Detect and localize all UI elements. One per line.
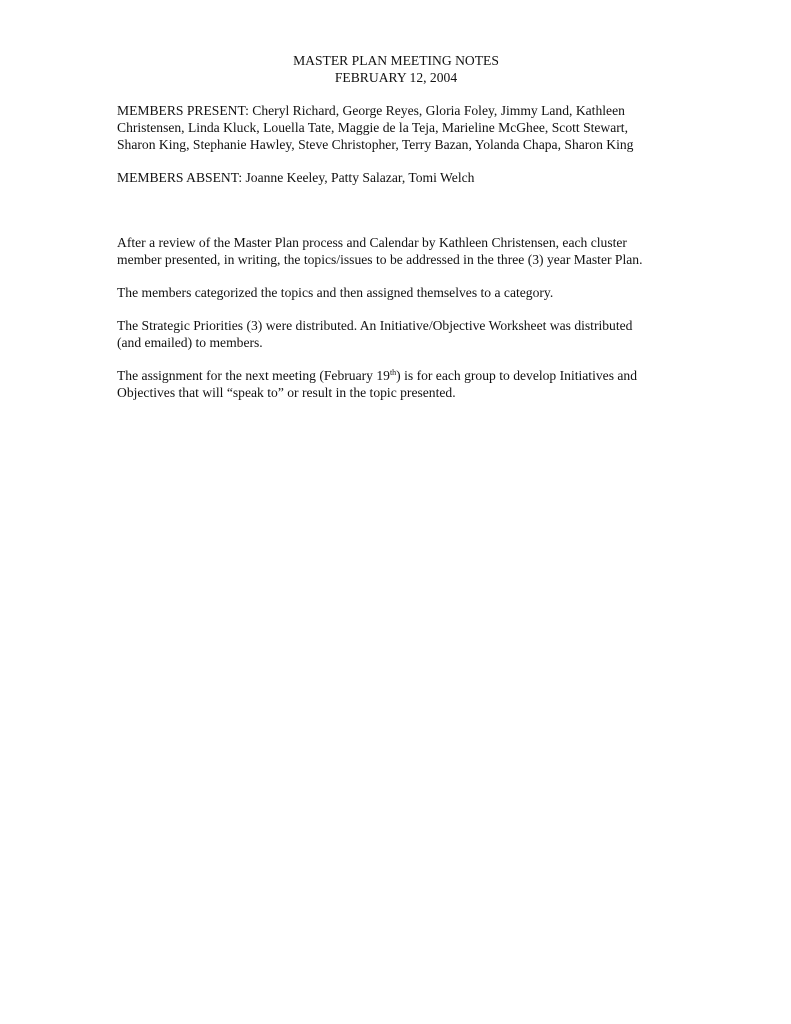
members-absent-line: MEMBERS ABSENT: Joanne Keeley, Patty Salazar, Tomi Welch: [117, 170, 475, 185]
document-date: FEBRUARY 12, 2004: [334, 70, 458, 85]
members-present-paragraph: [117, 102, 677, 153]
document-header: [117, 52, 675, 86]
assignment-text-before: The assignment for the next meeting (February 19: [117, 368, 390, 383]
document-title: MASTER PLAN MEETING NOTES: [293, 53, 499, 68]
members-present-line: MEMBERS PRESENT: Cheryl Richard, George Reyes, Gloria Foley, Jimmy Land, Kathleen: [117, 103, 625, 118]
members-absent-paragraph: [117, 169, 677, 186]
categorized-line: The members categorized the topics and then assigned themselves to a category.: [117, 285, 554, 300]
assignment-line: [117, 367, 677, 384]
review-line: member presented, in writing, the topics/issues to be addressed in the three (3) year Master Plan.: [117, 252, 643, 267]
priorities-line: (and emailed) to members.: [117, 335, 263, 350]
priorities-line: The Strategic Priorities (3) were distributed. An Initiative/Objective Worksheet was distributed: [117, 318, 633, 333]
review-line: After a review of the Master Plan process and Calendar by Kathleen Christensen, each cluster: [117, 235, 627, 250]
members-present-line: Sharon King, Stephanie Hawley, Steve Christopher, Terry Bazan, Yolanda Chapa, Sharon King: [117, 137, 634, 152]
categorized-paragraph: [117, 284, 677, 301]
members-present-line: Christensen, Linda Kluck, Louella Tate, Maggie de la Teja, Marieline McGhee, Scott Stewart,: [117, 120, 628, 135]
document-page: [117, 52, 677, 401]
assignment-text-after: ) is for each group to develop Initiatives and: [396, 368, 638, 383]
ordinal-suffix: th: [389, 368, 397, 377]
assignment-paragraph: [117, 367, 677, 401]
review-paragraph: [117, 234, 677, 268]
priorities-paragraph: [117, 317, 677, 351]
assignment-line: Objectives that will “speak to” or result in the topic presented.: [117, 385, 456, 400]
